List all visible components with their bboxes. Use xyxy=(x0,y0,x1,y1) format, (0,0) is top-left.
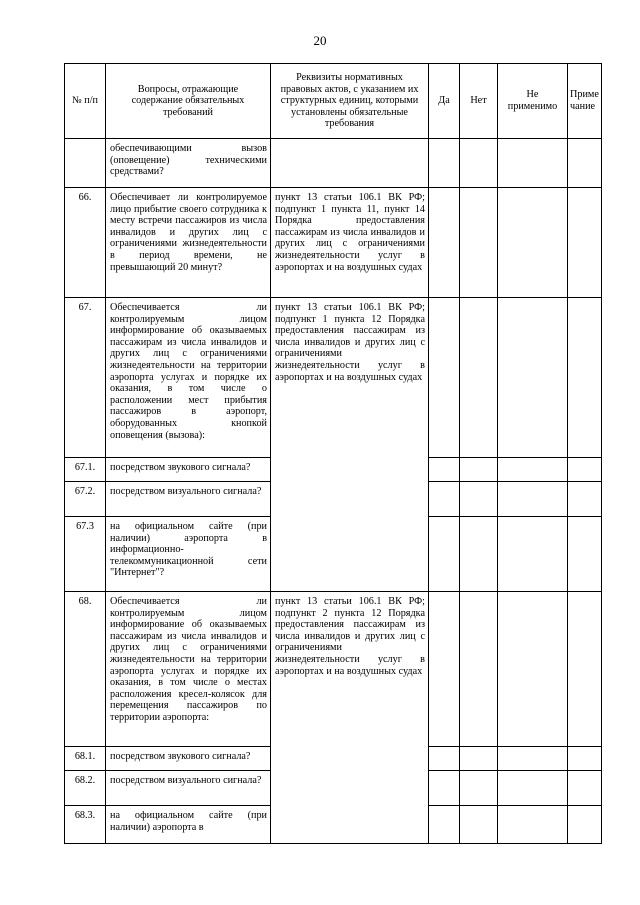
yes-cell[interactable] xyxy=(429,139,460,188)
table-row xyxy=(65,592,602,747)
note-cell[interactable] xyxy=(568,771,602,806)
no-cell[interactable] xyxy=(460,592,498,747)
requirements-table xyxy=(64,63,602,844)
not-applicable-cell[interactable] xyxy=(498,139,568,188)
note-cell[interactable] xyxy=(568,747,602,771)
yes-cell[interactable] xyxy=(429,771,460,806)
not-applicable-cell[interactable] xyxy=(498,298,568,458)
note-cell[interactable] xyxy=(568,188,602,298)
row-number: 67.1. xyxy=(65,458,106,482)
no-cell[interactable] xyxy=(460,139,498,188)
row-number: 67.3 xyxy=(65,517,106,592)
note-cell[interactable] xyxy=(568,517,602,592)
question-cell: Обеспечивается ли контролируемым лицом информирование об оказываемых пассажирам из числа инвалидов и других лиц с ограничениями жизнедеятельности на территории аэропорта услугах и порядке их оказания, в том числе о местах расположения кресел-колясок для перемещения пассажиров по территории аэропорта: xyxy=(106,592,271,747)
yes-cell[interactable] xyxy=(429,517,460,592)
question-cell: на официальном сайте (при наличии) аэропорта в информационно-телекоммуникационной сети "Интернет"? xyxy=(106,517,271,592)
not-applicable-cell[interactable] xyxy=(498,458,568,482)
not-applicable-cell[interactable] xyxy=(498,747,568,771)
no-cell[interactable] xyxy=(460,806,498,844)
no-cell[interactable] xyxy=(460,482,498,517)
table-row xyxy=(65,188,602,298)
note-cell[interactable] xyxy=(568,139,602,188)
note-cell[interactable] xyxy=(568,458,602,482)
page-number: 20 xyxy=(313,33,327,48)
yes-cell[interactable] xyxy=(429,747,460,771)
yes-cell[interactable] xyxy=(429,188,460,298)
no-cell[interactable] xyxy=(460,188,498,298)
question-cell: на официальном сайте (при наличии) аэропорта в xyxy=(106,806,271,844)
header-acts: Реквизиты нормативных правовых актов, с указанием их структурных единиц, которыми установлены обязательные требования xyxy=(271,64,429,139)
no-cell[interactable] xyxy=(460,298,498,458)
reference-cell: пункт 13 статьи 106.1 ВК РФ; подпункт 2 пункта 12 Порядка предоставления пассажирам из числа инвалидов и других лиц с ограничениями жизнедеятельности услуг в аэропортах и на воздушных судах xyxy=(271,592,429,844)
not-applicable-cell[interactable] xyxy=(498,592,568,747)
header-not-applicable: Не применимо xyxy=(498,64,568,139)
yes-cell[interactable] xyxy=(429,298,460,458)
row-number: 68.3. xyxy=(65,806,106,844)
question-cell: обеспечивающими вызов (оповещение) техническими средствами? xyxy=(106,139,271,188)
row-number: 67. xyxy=(65,298,106,458)
note-cell[interactable] xyxy=(568,298,602,458)
header-yes: Да xyxy=(429,64,460,139)
not-applicable-cell[interactable] xyxy=(498,517,568,592)
question-cell: Обеспечивает ли контролируемое лицо прибытие своего сотрудника к месту встречи пассажиров из числа инвалидов и других лиц с ограничениями жизнедеятельности в период времени, не превышающий 20 минут? xyxy=(106,188,271,298)
reference-cell xyxy=(271,139,429,188)
row-number: 68.2. xyxy=(65,771,106,806)
question-cell: посредством звукового сигнала? xyxy=(106,458,271,482)
not-applicable-cell[interactable] xyxy=(498,806,568,844)
header-note: Примечание xyxy=(568,64,602,139)
note-cell[interactable] xyxy=(568,592,602,747)
no-cell[interactable] xyxy=(460,771,498,806)
yes-cell[interactable] xyxy=(429,482,460,517)
note-cell[interactable] xyxy=(568,806,602,844)
header-num: № п/п xyxy=(65,64,106,139)
yes-cell[interactable] xyxy=(429,458,460,482)
row-number: 67.2. xyxy=(65,482,106,517)
note-cell[interactable] xyxy=(568,482,602,517)
no-cell[interactable] xyxy=(460,458,498,482)
header-no: Нет xyxy=(460,64,498,139)
question-cell: Обеспечивается ли контролируемым лицом информирование об оказываемых пассажирам из числа инвалидов и других лиц с ограничениями жизнедеятельности на территории аэропорта услугах и порядке их оказания, в том числе о расположении мест прибытия пассажиров в аэропорт, оборудованных кнопкой оповещения (вызова): xyxy=(106,298,271,458)
not-applicable-cell[interactable] xyxy=(498,482,568,517)
yes-cell[interactable] xyxy=(429,592,460,747)
table-row xyxy=(65,139,602,188)
question-cell: посредством звукового сигнала? xyxy=(106,747,271,771)
not-applicable-cell[interactable] xyxy=(498,771,568,806)
question-cell: посредством визуального сигнала? xyxy=(106,482,271,517)
reference-cell: пункт 13 статьи 106.1 ВК РФ; подпункт 1 пункта 11, пункт 14 Порядка предоставления пассажирам из числа инвалидов и других лиц с ограничениями жизнедеятельности услуг в аэропортах и на воздушных судах xyxy=(271,188,429,298)
row-number xyxy=(65,139,106,188)
row-number: 66. xyxy=(65,188,106,298)
table-row xyxy=(65,298,602,458)
header-questions: Вопросы, отражающие содержание обязательных требований xyxy=(106,64,271,139)
yes-cell[interactable] xyxy=(429,806,460,844)
row-number: 68. xyxy=(65,592,106,747)
row-number: 68.1. xyxy=(65,747,106,771)
no-cell[interactable] xyxy=(460,517,498,592)
header-row xyxy=(65,64,602,139)
question-cell: посредством визуального сигнала? xyxy=(106,771,271,806)
reference-cell: пункт 13 статьи 106.1 ВК РФ; подпункт 1 пункта 12 Порядка предоставления пассажирам из числа инвалидов и других лиц с ограничениями жизнедеятельности услуг в аэропортах и на воздушных судах xyxy=(271,298,429,592)
no-cell[interactable] xyxy=(460,747,498,771)
not-applicable-cell[interactable] xyxy=(498,188,568,298)
